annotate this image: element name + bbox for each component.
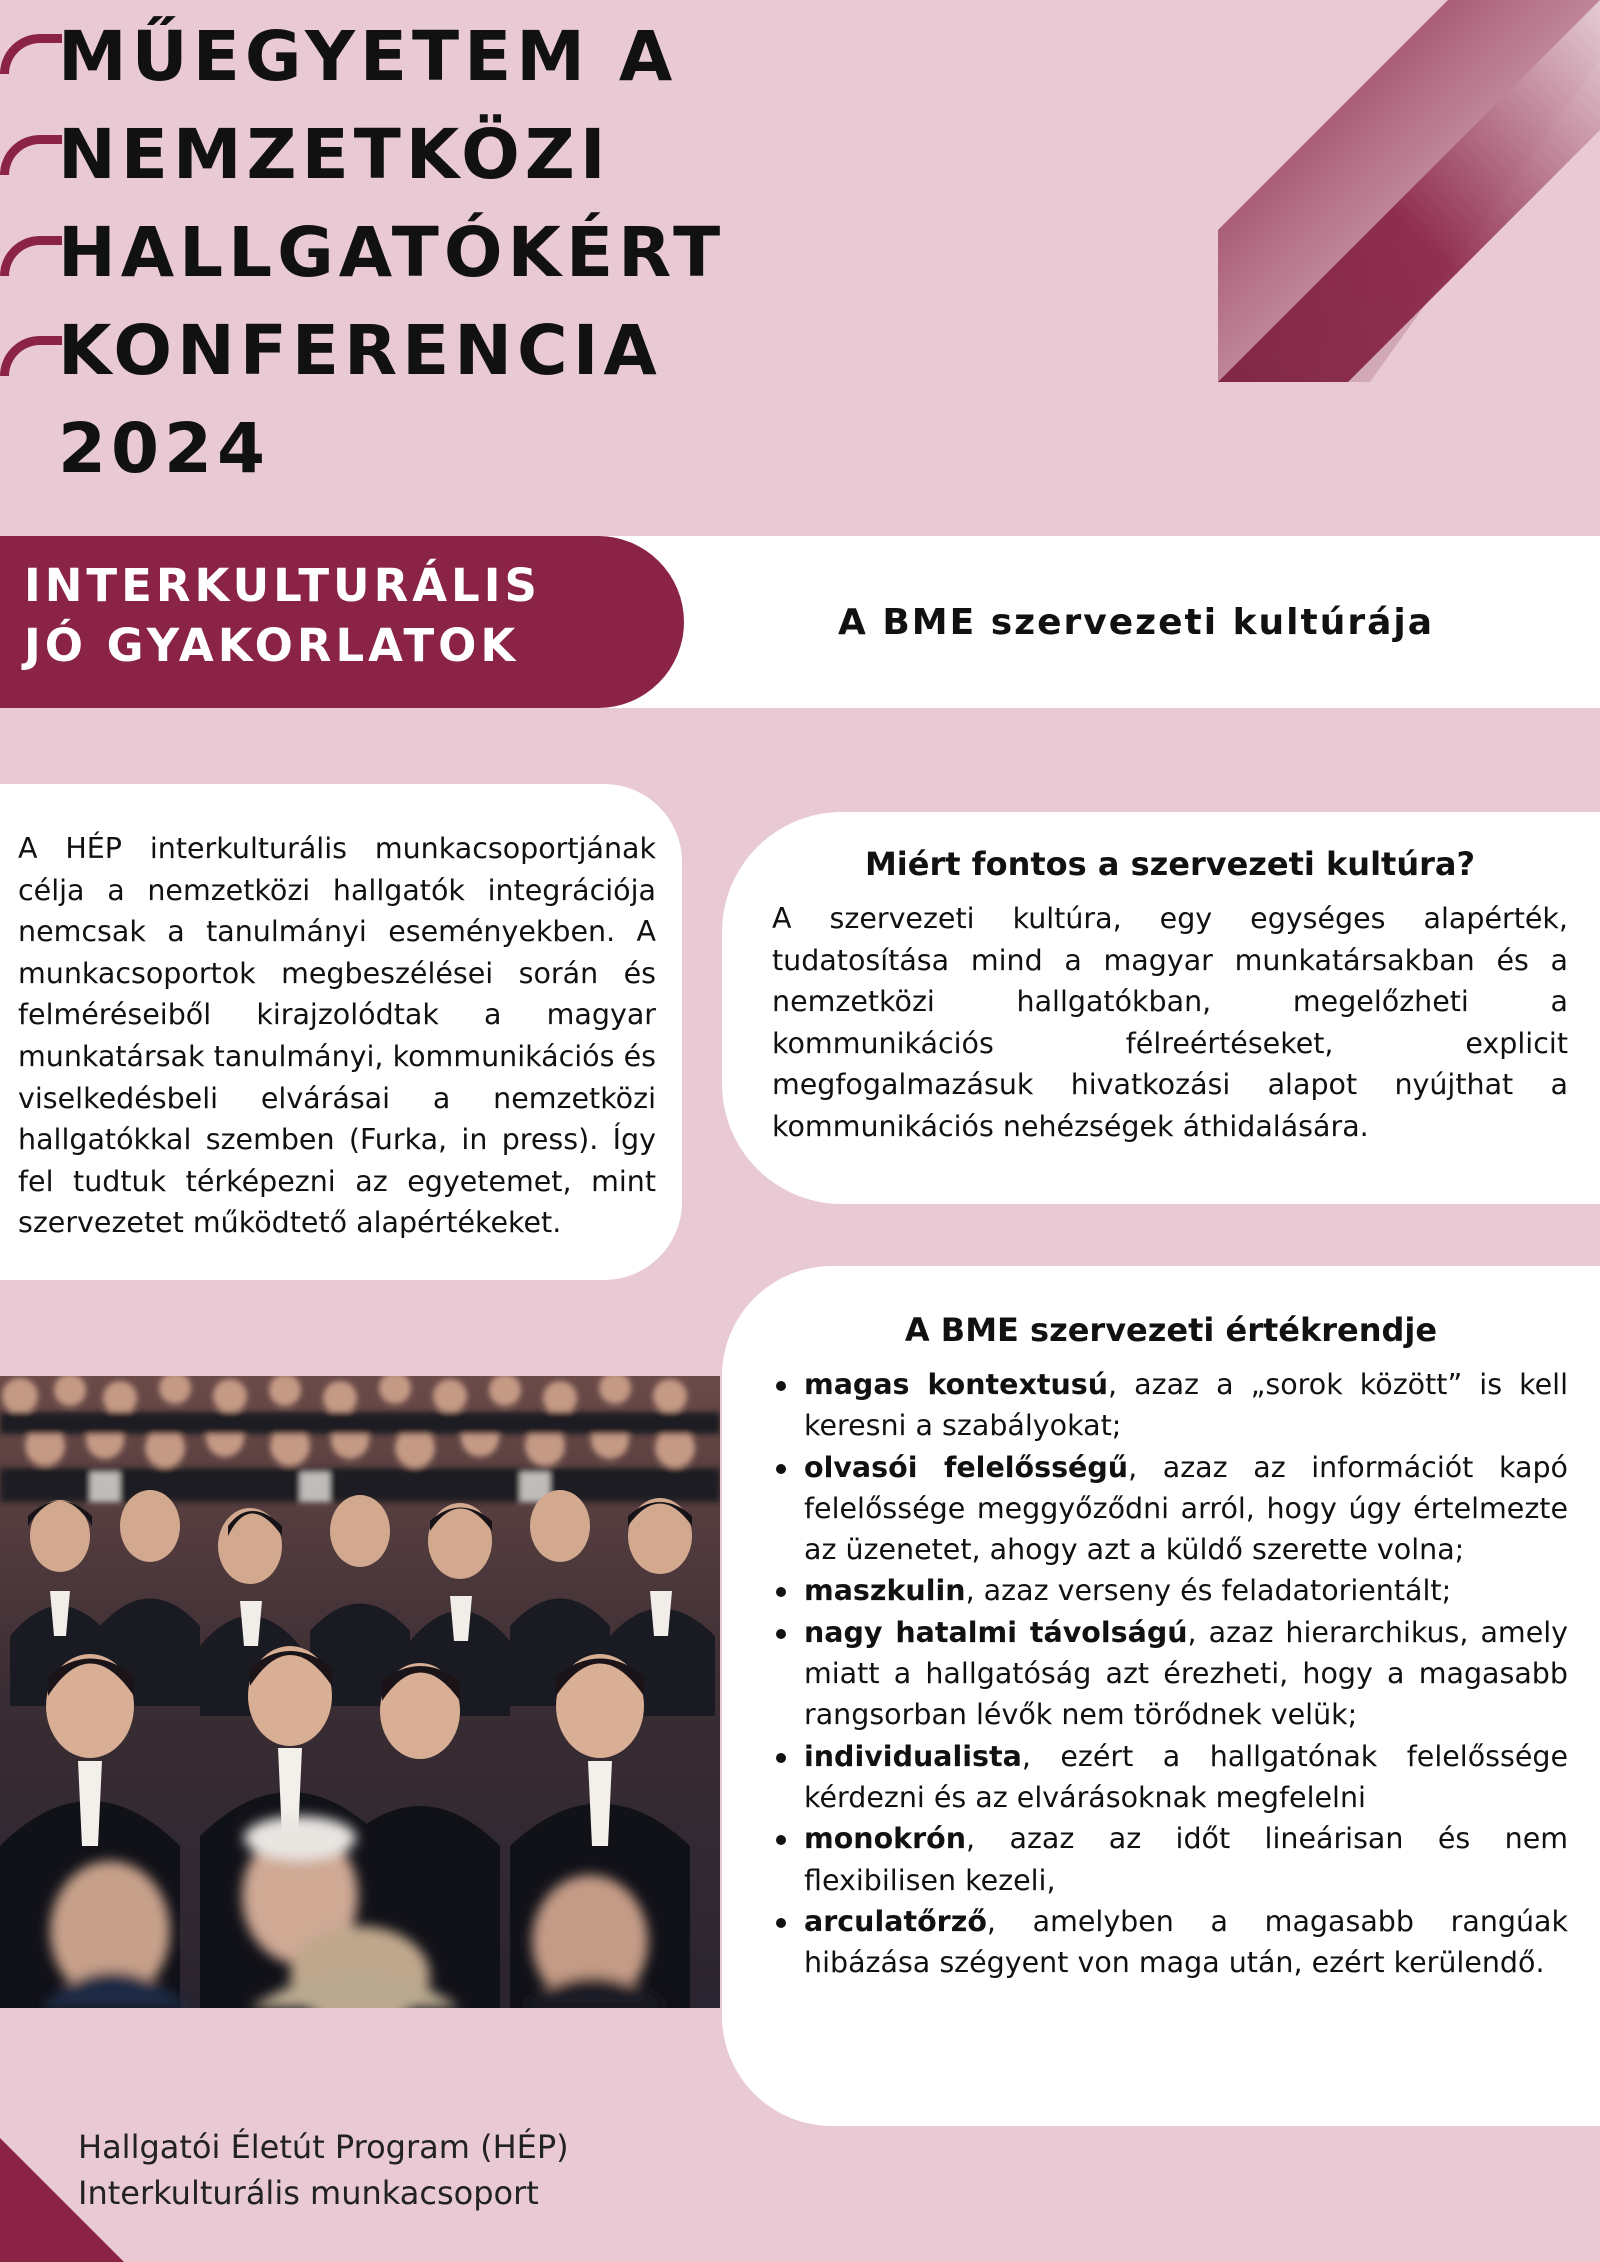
value-desc: , azaz verseny és feladatorientált; [965, 1574, 1452, 1608]
value-desc: , azaz az időt lineárisan és nem flexibilisen kezeli, [804, 1822, 1568, 1897]
title-line: 2024 [58, 409, 271, 489]
value-desc: , ezért a hallgatónak felelőssége kérdezni és az elvárásoknak megfelelni [804, 1739, 1568, 1814]
values-heading: A BME szervezeti értékrendje [904, 1311, 1438, 1349]
value-desc: , amelyben a magasabb rangúak hibázása szégyent von maga után, ezért kerülendő. [804, 1904, 1568, 1980]
value-desc: , azaz az információt kapó felelőssége meggyőződni arról, hogy úgy értelmezte az üzenetet, ahogy azt a küldő szerette volna; [804, 1450, 1568, 1567]
value-term: individualista [804, 1739, 1022, 1773]
why-paragraph: A szervezeti kultúra, egy egységes alapérték, tudatosítása mind a magyar munkatársakban és a nemzetközi hallgatókban, megelőzheti a kommunikációs félreértéseket, explicit megfogalmazásuk hivatkozási alapot nyújthat a kommunikációs nehézségek áthidalására. [772, 902, 1568, 1143]
list-item [774, 1570, 1568, 1611]
audience-illustration [0, 1376, 720, 2008]
ribbon-decoration [1218, 0, 1600, 382]
title-decoration-arc [0, 34, 62, 74]
list-item [774, 1447, 1568, 1571]
values-list [774, 1364, 1568, 1983]
section-pill-line: INTERKULTURÁLIS [24, 559, 541, 612]
title-line: HALLGATÓKÉRT [58, 213, 726, 293]
section-pill [0, 536, 684, 708]
value-term: arculatőrző [804, 1904, 987, 1938]
footer [78, 2124, 569, 2216]
why-heading: Miért fontos a szervezeti kultúra? [864, 845, 1476, 883]
section-subtitle: A BME szervezeti kultúrája [837, 601, 1435, 643]
footer-line: Interkulturális munkacsoport [78, 2174, 539, 2212]
title-line: MŰEGYETEM A [58, 17, 678, 97]
page-title [58, 8, 778, 498]
value-term: magas kontextusú [804, 1368, 1109, 1401]
corner-decoration [0, 2138, 124, 2262]
value-desc: , azaz hierarchikus, amely miatt a hallgatóság azt érezheti, hogy a magasabb rangsorban lévők nem törődnek velük; [804, 1615, 1569, 1732]
list-item [774, 1736, 1568, 1819]
intro-card [0, 784, 682, 1280]
values-card [722, 1266, 1600, 2126]
list-item [774, 1612, 1568, 1736]
why-card [722, 812, 1600, 1204]
audience-photo [0, 1376, 720, 2008]
intro-paragraph: A HÉP interkulturális munkacsoportjának célja a nemzetközi hallgatók integrációja nemcsak a tanulmányi eseményekben. A munkacsoportok megbeszélései során és felméréseiből kirajzolódtak a magyar munkatársak tanulmányi, kommunikációs és viselkedésbeli elvárásai a nemzetközi hallgatókkal szemben (Furka, in press). Így fel tudtuk térképezni az egyetemet, mint szervezetet működtető alapértékeket. [18, 832, 656, 1240]
list-item [774, 1364, 1568, 1447]
value-term: maszkulin [804, 1574, 966, 1608]
value-term: monokrón [804, 1822, 967, 1856]
value-term: nagy hatalmi távolságú [804, 1615, 1188, 1649]
title-decoration-arc [0, 336, 62, 376]
title-decoration-arc [0, 236, 62, 276]
list-item [774, 1818, 1568, 1901]
value-desc: , azaz a „sorok között” is kell keresni a szabályokat; [804, 1368, 1568, 1443]
section-pill-line: JÓ GYAKORLATOK [24, 619, 520, 672]
value-term: olvasói felelősségű [804, 1450, 1129, 1484]
title-line: KONFERENCIA [58, 311, 662, 391]
title-line: NEMZETKÖZI [58, 115, 611, 195]
list-item [774, 1901, 1568, 1984]
title-decoration-arc [0, 135, 62, 175]
footer-line: Hallgatói Életút Program (HÉP) [78, 2128, 569, 2166]
